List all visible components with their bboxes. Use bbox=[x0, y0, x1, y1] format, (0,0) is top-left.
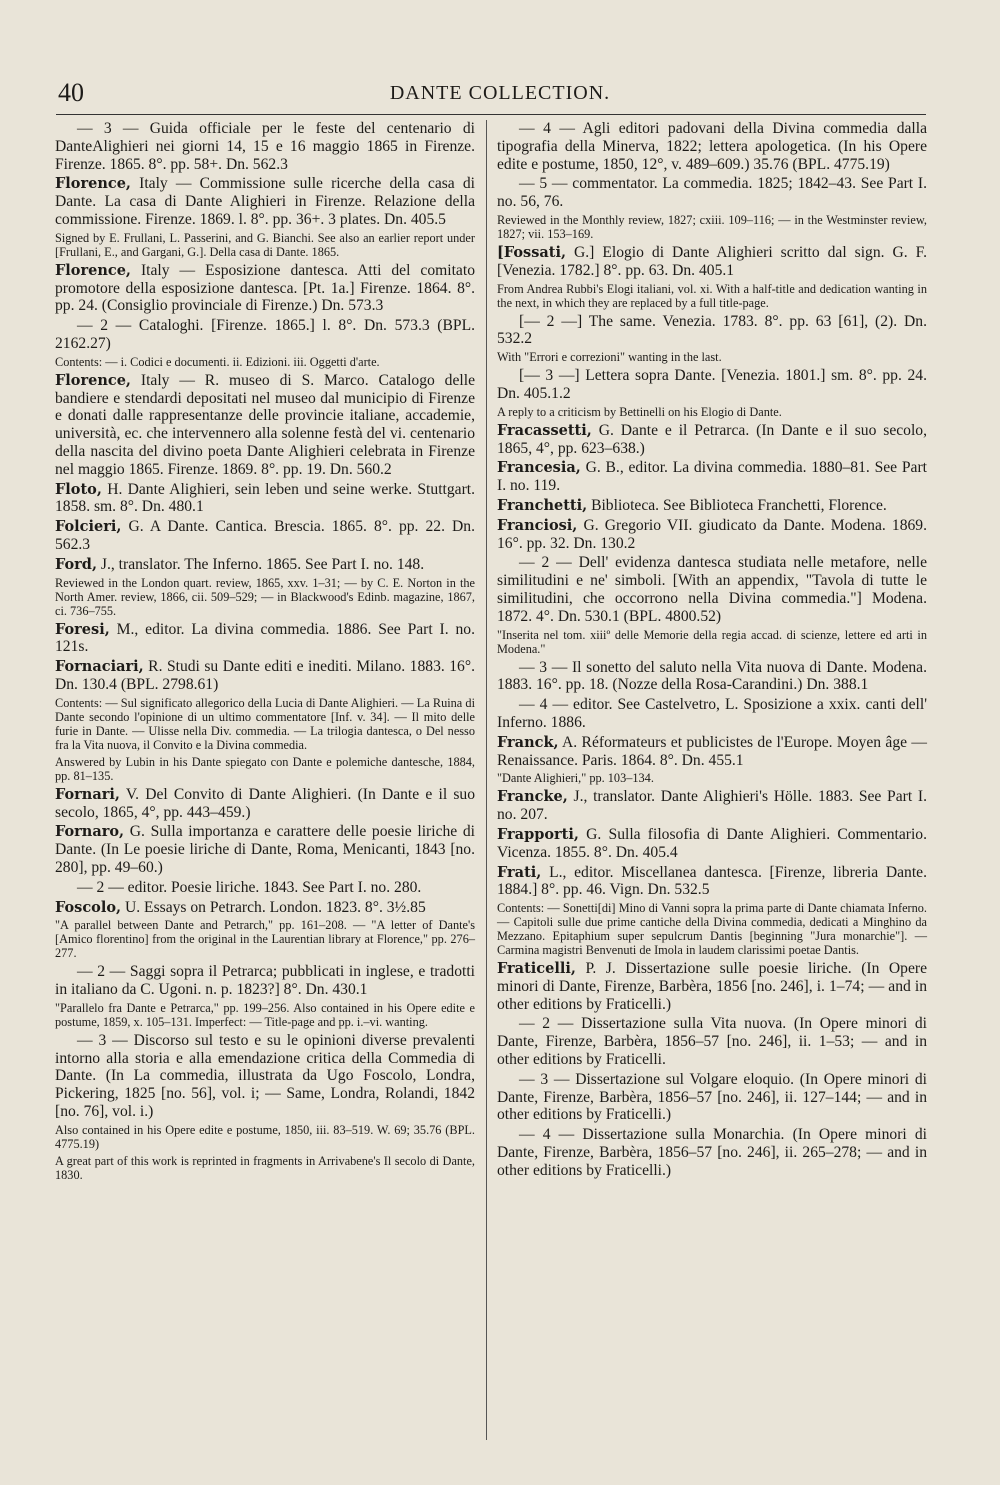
entry-text: P. J. Dissertazione sulle poesie liriche. (In Opere minori di Dante, Firenze, Barbèra, 1856 [no. 246], i. 1–74; — and in other editions by Fraticelli.) bbox=[497, 960, 927, 1013]
right-column bbox=[497, 120, 927, 1182]
catalog-entry bbox=[497, 659, 927, 695]
entry-heading: Folcieri, bbox=[55, 518, 122, 536]
entry-text: Reviewed in the London quart. review, 1865, xxv. 1–31; — by C. E. Norton in the North Amer. review, 1866, cii. 509–529; — in Blackwood's Edinb. magazine, 1867, ci. 736–755. bbox=[55, 575, 475, 618]
entry-heading: [Fossati, bbox=[497, 243, 567, 261]
catalog-entry bbox=[55, 963, 475, 999]
entry-heading: Frapporti, bbox=[497, 825, 579, 843]
catalog-entry bbox=[55, 621, 475, 657]
catalog-entry bbox=[497, 864, 927, 900]
catalog-entry bbox=[497, 696, 927, 732]
entry-text: J., translator. The Inferno. 1865. See Part I. no. 148. bbox=[100, 555, 425, 573]
entry-text: — 4 — Dissertazione sulla Monarchia. (In Opere minori di Dante, Firenze, Barbèra, 1856–57 [no. 246], ii. 265–278; — and in other editions by Fraticelli.) bbox=[497, 1126, 927, 1179]
entry-heading: Fracassetti, bbox=[497, 421, 592, 439]
entry-heading: Francke, bbox=[497, 788, 568, 806]
catalog-entry bbox=[55, 317, 475, 353]
catalog-entry bbox=[497, 788, 927, 824]
entry-text: — 2 — Cataloghi. [Firenze. 1865.] l. 8°. Dn. 573.3 (BPL. 2162.27) bbox=[55, 317, 475, 352]
entry-text: A great part of this work is reprinted in fragments in Arrivabene's Il secolo di Dante, 1830. bbox=[55, 1153, 475, 1182]
catalog-entry bbox=[497, 459, 927, 495]
entry-heading: Fornari, bbox=[55, 785, 120, 803]
entry-text: Contents: — i. Codici e documenti. ii. Edizioni. iii. Oggetti d'arte. bbox=[55, 354, 380, 369]
entry-text: "Inserita nel tom. xiiiº delle Memorie della regia accad. di scienze, lettere ed arti in Modena." bbox=[497, 627, 927, 656]
entry-note bbox=[55, 1123, 475, 1151]
catalog-entry bbox=[55, 823, 475, 876]
entry-note bbox=[55, 696, 475, 752]
entry-text: [— 2 —] The same. Venezia. 1783. 8°. pp. 63 [61], (2). Dn. 532.2 bbox=[497, 312, 927, 348]
entry-text: — 3 — Discorso sul testo e su le opinioni diverse prevalenti intorno alla storia e alla emendazione critica della Commedia di Dante. (In La commedia, illustrata da Ugo Foscolo, Londra, Pickering, 1825 [no. 56], vol. i; — Same, Londra, Rolandi, 1842 [no. 76], vol. i.) bbox=[55, 1031, 475, 1121]
entry-heading: Foscolo, bbox=[55, 898, 122, 916]
entry-text: R. Studi su Dante editi e inediti. Milano. 1883. 16°. Dn. 130.4 (BPL. 2798.61) bbox=[55, 658, 475, 693]
entry-heading: Franciosi, bbox=[497, 516, 578, 534]
entry-text: L., editor. Miscellanea dantesca. [Firenze, libreria Dante. 1884.] 8°. pp. 46. Vign. Dn. 532.5 bbox=[497, 863, 927, 899]
page-number: 40 bbox=[58, 78, 84, 107]
catalog-entry bbox=[55, 372, 475, 479]
entry-note bbox=[497, 901, 927, 957]
entry-text: — 3 — Il sonetto del saluto nella Vita nuova di Dante. Modena. 1883. 16°. pp. 18. (Nozze della Rosa-Carandini.) Dn. 388.1 bbox=[497, 658, 927, 694]
left-column bbox=[55, 120, 475, 1185]
entry-note bbox=[497, 282, 927, 310]
catalog-entry bbox=[55, 120, 475, 173]
entry-heading: Florence, bbox=[55, 261, 131, 279]
entry-heading: Frati, bbox=[497, 863, 542, 881]
entry-text: Biblioteca. See Biblioteca Franchetti, Florence. bbox=[591, 496, 887, 514]
entry-text: [— 3 —] Lettera sopra Dante. [Venezia. 1801.] sm. 8°. pp. 24. Dn. 405.1.2 bbox=[497, 367, 927, 402]
entry-note bbox=[497, 213, 927, 241]
entry-heading: Franchetti, bbox=[497, 496, 588, 514]
catalog-entry bbox=[55, 556, 475, 574]
catalog-entry bbox=[497, 826, 927, 862]
entry-text: — 3 — Dissertazione sul Volgare eloquio. (In Opere minori di Dante, Firenze, Barbèra, 1856–57 [no. 246], ii. 127–144; — and in other editions by Fraticelli.) bbox=[497, 1070, 927, 1124]
entry-text: "Dante Alighieri," pp. 103–134. bbox=[497, 771, 654, 786]
entry-text: — 4 — Agli editori padovani della Divina commedia dalla tipografia della Minerva, 1822; lettera apologetica. (In his Opere edite e postume, 1850, 12°, v. 489–609.) 35.76 (BPL. 4775.19) bbox=[497, 120, 927, 173]
entry-note bbox=[497, 771, 927, 785]
entry-text: Answered by Lubin in his Dante spiegato con Dante e polemiche dantesche, 1884, pp. 81–135. bbox=[55, 754, 475, 783]
catalog-entry bbox=[497, 367, 927, 403]
entry-text: G. Sulla importanza e carattere delle poesie liriche di Dante. (In Le poesie liriche di Dante, Roma, Menicanti, 1843 [no. 280], pp. 49–60.) bbox=[55, 823, 475, 876]
entry-text: G. B., editor. La divina commedia. 1880–81. See Part I. no. 119. bbox=[497, 459, 927, 495]
entry-note bbox=[497, 350, 927, 364]
entry-text: G. A Dante. Cantica. Brescia. 1865. 8°. pp. 22. Dn. 562.3 bbox=[55, 518, 475, 553]
entry-text: From Andrea Rubbi's Elogi italiani, vol. xi. With a half-title and dedication wanting in the next, in which they are replaced by a full title-page. bbox=[497, 281, 927, 310]
entry-text: "Parallelo fra Dante e Petrarca," pp. 199–256. Also contained in his Opere edite e postume, 1859, x. 105–131. Imperfect: — Title-page and pp. i.–vi. wanting. bbox=[55, 1000, 475, 1029]
entry-note bbox=[55, 1154, 475, 1182]
catalog-entry bbox=[497, 960, 927, 1013]
entry-text: G.] Elogio di Dante Alighieri scritto dal sign. G. F. [Venezia. 1782.] 8°. pp. 63. Dn. 405.1 bbox=[497, 243, 927, 279]
catalog-entry bbox=[55, 262, 475, 315]
entry-text: — 5 — commentator. La commedia. 1825; 1842–43. See Part I. no. 56, 76. bbox=[497, 175, 927, 211]
catalog-entry bbox=[497, 244, 927, 280]
entry-note bbox=[55, 576, 475, 618]
catalog-entry bbox=[497, 1126, 927, 1179]
entry-text: U. Essays on Petrarch. London. 1823. 8°. 3½.85 bbox=[124, 898, 426, 916]
entry-text: H. Dante Alighieri, sein leben und seine werke. Stuttgart. 1858. sm. 8°. Dn. 480.1 bbox=[55, 480, 475, 516]
entry-text: — 3 — Guida officiale per le feste del centenario di DanteAlighieri nei giorni 14, 15 e 16 maggio 1865 in Firenze. Firenze. 1865. 8°. pp. 58+. Dn. 562.3 bbox=[55, 120, 475, 173]
catalog-entry bbox=[55, 658, 475, 694]
entry-text: G. Sulla filosofia di Dante Alighieri. Commentario. Vicenza. 1855. 8°. Dn. 405.4 bbox=[497, 825, 928, 861]
running-title: DANTE COLLECTION. bbox=[389, 82, 611, 104]
entry-text: V. Del Convito di Dante Alighieri. (In Dante e il suo secolo, 1865, 4°, pp. 443–459.) bbox=[55, 785, 475, 821]
entry-text: — 2 — Dissertazione sulla Vita nuova. (In Opere minori di Dante, Firenze, Barbèra, 1856–57 [no. 246], ii. 1–53; — and in other editions by Fraticelli. bbox=[497, 1015, 927, 1069]
entry-text: A. Réformateurs et publicistes de l'Europe. Moyen âge — Renaissance. Paris. 1864. 8°. Dn. 455.1 bbox=[497, 733, 927, 769]
entry-note bbox=[55, 918, 475, 960]
catalog-entry bbox=[497, 1015, 927, 1068]
entry-note bbox=[55, 355, 475, 369]
catalog-entry bbox=[55, 481, 475, 517]
entry-text: Italy — Esposizione dantesca. Atti del comitato promotore della esposizione dantesca. [Pt. 1a.] Firenze. 1864. 8°. pp. 24. (Consiglio provinciale di Firenze.) Dn. 573.3 bbox=[55, 261, 475, 315]
entry-note bbox=[55, 1001, 475, 1029]
entry-note bbox=[55, 755, 475, 783]
column-divider bbox=[486, 120, 487, 1440]
catalog-entry bbox=[497, 1071, 927, 1124]
entry-heading: Florence, bbox=[55, 175, 131, 193]
entry-text: — 2 — editor. Poesie liriche. 1843. See Part I. no. 280. bbox=[77, 878, 422, 896]
entry-text: G. Dante e il Petrarca. (In Dante e il suo secolo, 1865, 4°, pp. 623–638.) bbox=[497, 421, 927, 457]
entry-text: — 4 — editor. See Castelvetro, L. Sposizione a xxix. canti dell' Inferno. 1886. bbox=[497, 696, 927, 731]
catalog-entry bbox=[497, 422, 927, 458]
header-rule bbox=[56, 114, 926, 115]
catalog-entry bbox=[55, 518, 475, 554]
catalog-entry bbox=[497, 497, 927, 515]
catalog-entry bbox=[55, 786, 475, 822]
catalog-entry bbox=[497, 734, 927, 770]
entry-note bbox=[497, 628, 927, 656]
entry-heading: Fornaro, bbox=[55, 823, 125, 841]
entry-heading: Franck, bbox=[497, 733, 559, 751]
entry-heading: Foresi, bbox=[55, 620, 110, 638]
catalog-entry bbox=[497, 120, 927, 173]
entry-text: — 2 — Saggi sopra il Petrarca; pubblicati in inglese, e tradotti in italiano da C. Ugoni. n. p. 1823?] 8°. Dn. 430.1 bbox=[55, 963, 475, 999]
entry-text: Contents: — Sul significato allegorico della Lucia di Dante Alighieri. — La Ruina di Dante secondo l'opinione di un ultimo commentatore [Inf. v. 34]. — Il mito delle furie in Dante. — Ulisse nella Div. commedia. — La trilogia dantesca, o Del nesso fra la Vita nuova, il Convito e la Divina commedia. bbox=[55, 695, 475, 752]
entry-text: M., editor. La divina commedia. 1886. See Part I. no. 121s. bbox=[55, 620, 475, 656]
entry-heading: Fraticelli, bbox=[497, 960, 576, 978]
entry-text: With "Errori e correzioni" wanting in the last. bbox=[497, 350, 722, 365]
entry-text: Also contained in his Opere edite e postume, 1850, iii. 83–519. W. 69; 35.76 (BPL. 4775.19) bbox=[55, 1122, 475, 1151]
entry-heading: Francesia, bbox=[497, 459, 581, 477]
entry-note bbox=[55, 231, 475, 259]
catalog-entry bbox=[497, 517, 927, 553]
catalog-entry bbox=[55, 1032, 475, 1121]
catalog-entry bbox=[497, 175, 927, 211]
entry-heading: Florence, bbox=[55, 371, 131, 389]
entry-text: Italy — R. museo di S. Marco. Catalogo delle bandiere e stendardi depositati nel museo dal municipio di Firenze e donati dalle rappresentanze delle provincie italiane, accademie, università, ec. che intervennero alla solenne festà del vi. centenario della nascita del divino poeta Dante Alighieri celebrata in Firenze nel maggio 1865. Firenze. 1869. 8°. pp. 19. Dn. 560.2 bbox=[55, 371, 475, 478]
entry-text: G. Gregorio VII. giudicato da Dante. Modena. 1869. 16°. pp. 32. Dn. 130.2 bbox=[497, 516, 927, 552]
entry-text: Reviewed in the Monthly review, 1827; cxiii. 109–116; — in the Westminster review, 1827; vii. 153–169. bbox=[497, 212, 927, 241]
catalog-entry bbox=[55, 879, 475, 897]
entry-text: J., translator. Dante Alighieri's Hölle. 1883. See Part I. no. 207. bbox=[497, 788, 927, 824]
catalog-entry bbox=[55, 175, 475, 228]
entry-text: A reply to a criticism by Bettinelli on his Elogio di Dante. bbox=[497, 404, 782, 419]
entry-text: "A parallel between Dante and Petrarch," pp. 161–208. — "A letter of Dante's [Amico florentino] from the original in the Laurentian library at Florence," pp. 276–277. bbox=[55, 918, 475, 961]
catalog-entry bbox=[497, 313, 927, 349]
catalog-entry bbox=[55, 899, 475, 917]
catalog-entry bbox=[497, 554, 927, 625]
entry-heading: Fornaciari, bbox=[55, 658, 144, 676]
entry-note bbox=[497, 405, 927, 419]
entry-text: Contents: — Sonetti[di] Mino di Vanni sopra la prima parte di Dante chiamata Inferno. — Capitoli sulle due prime cantiche della Divina commedia, dedicati a Minghino da Mezzano. Epitaphium super sepulcrum Dantis [beginning "Jura monarchie"]. — Carmina magistri Benvenuti de Imola in laudem clarissimi poetae Dantis. bbox=[497, 901, 927, 958]
entry-heading: Ford, bbox=[55, 555, 97, 573]
entry-text: Italy — Commissione sulle ricerche della casa di Dante. La casa di Dante Alighieri in Firenze. Relazione della commissione. Firenze. 1869. l. 8°. pp. 36+. 3 plates. Dn. 405.5 bbox=[55, 175, 475, 228]
entry-text: Signed by E. Frullani, L. Passerini, and G. Bianchi. See also an earlier report under [Frullani, E., and Gargani, G.]. Della casa di Dante. 1865. bbox=[55, 230, 475, 259]
entry-heading: Floto, bbox=[55, 480, 102, 498]
entry-text: — 2 — Dell' evidenza dantesca studiata nelle metafore, nelle similitudini e ne' simboli. [With an appendix, "Tavola di tutte le similitudini, che occorrono nella Divina commedia."] Modena. 1872. 4°. Dn. 530.1 (BPL. 4800.52) bbox=[497, 554, 927, 625]
